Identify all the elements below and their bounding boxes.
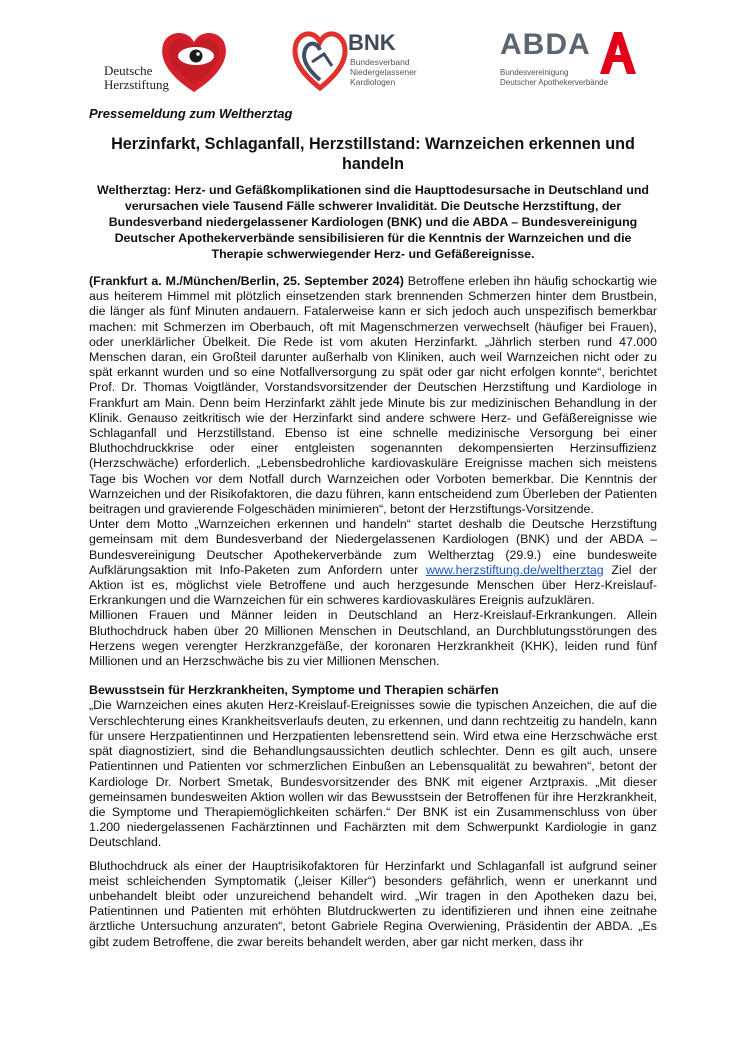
campaign-link[interactable]: www.herzstiftung.de/weltherztag (425, 562, 604, 577)
paragraph-2-text-b: Ziel der Aktion ist es, möglichst viele Betroffene und auch herzgesunde Menschen über Herz-Kreislauf-Erkrankungen und die Warnzeichen für ein schweres kardiovaskuläres Ereignis aufzuklären. (89, 562, 657, 608)
paragraph-5: Bluthochdruck als einer der Hauptrisikofaktoren für Herzinfarkt und Schlaganfall ist aufgrund seiner meist schleichenden Symptomatik („leiser Killer“) besonders gefährlich, wenn er unerkannt und unbehandelt bleibt oder unzureichend behandelt wird. „Wir tragen in den Apotheken dazu bei, Patientinnen und Patienten mit erhöhten Blutdruckwerten zu identifizieren und ihnen eine zeitnahe ärztliche Untersuchung anzuraten“, betont Gabriele Regina Overwiening, Präsidentin der ABDA. „Es gibt zudem Betroffene, die zwar bereits behandelt werden, aber gar nicht merken, dass ihr (89, 858, 657, 949)
bnk-heart-icon (290, 28, 350, 94)
bnk-logo (290, 28, 440, 96)
bnk-name: BNK (348, 30, 396, 55)
logo-bar (0, 18, 746, 98)
dhs-line1: Deutsche (104, 63, 153, 78)
dateline: (Frankfurt a. M./München/Berlin, 25. September 2024) (89, 274, 404, 288)
paragraph-1-text: Betroffene erleben ihn häufig schockartig wie aus heiterem Himmel mit plötzlich einsetzenden stark brennenden Schmerzen hinter dem Brustbein, die länger als fünf Minuten andauern. Fatalerweise kann er sich jedoch auch unspezifisch bemerkbar machen: mit Schmerzen im Oberbauch, oft mit Magenschmerzen verwechselt (häufiger bei Frauen), oder unerklärlicher Übelkeit. Die Rede ist vom akuten Herzinfarkt. „Jährlich sterben rund 47.000 Menschen daran, ein Großteil darunter außerhalb von Kliniken, auch weil Warnzeichen nicht oder zu spät erkannt wurden und so eine Notfallversorgung zu spät oder gar nicht erfolgen konnte“, berichtet Prof. Dr. Thomas Voigtländer, Vorstandsvorsitzender der Deutschen Herzstiftung und Kardiologe in Frankfurt am Main. Denn beim Herzinfarkt zählt jede Minute bis zur medizinischen Behandlung in der Klinik. Genauso zeitkritisch wie der Herzinfarkt sind andere schwere Herz- und Gefäßereignisse wie Schlaganfall und Herzstillstand. Ebenso ist eine schnelle medizinische Versorgung bei einer Bluthochdruckkrise oder einer entgleisten sogenannten dekompensierten Herzinsuffizienz (Herzschwäche) erforderlich. „Lebensbedrohliche kardiovaskuläre Ereignisse machen sich meistens Tage bis Wochen vor dem Notfall durch Warnzeichen oder Vorboten bemerkbar. Die Kenntnis der Warnzeichen und der Risikofaktoren, die dazu führen, kann entscheidend zum Überleben der Patienten beitragen und gravierende Folgeschäden minimieren“, betont der Herzstiftungs-Vorsitzende. (89, 274, 657, 517)
section-heading: Bewusstsein für Herzkrankheiten, Symptome und Therapien schärfen (89, 683, 499, 698)
bnk-line1: Bundesverband (350, 57, 410, 67)
abda-line1: Bundesvereinigung (500, 68, 569, 77)
pharmacy-a-icon (596, 28, 638, 76)
lead-paragraph: Weltherztag: Herz- und Gefäßkomplikationen sind die Haupttodesursache in Deutschland und verursachen viele Tausend Fälle schwerer Invalidität. Die Deutsche Herzstiftung, der Bundesverband niedergelassener Kardiologen (BNK) und die ABDA – Bundesvereinigung Deutscher Apothekerverbände sensibilisieren für die Kenntnis der Warnzeichen und die Therapie schwerwiegender Herz- und Gefäßereignisse. (97, 183, 649, 261)
kicker: Pressemeldung zum Weltherztag (89, 106, 293, 121)
paragraph-4: „Die Warnzeichen eines akuten Herz-Kreislauf-Ereignisses sowie die typischen Anzeichen, die auf die Verschlechterung eines Krankheitsverlaufs deuten, zu erkennen, und dann rechtzeitig zu handeln, kann für unsere Herzpatientinnen und Herzpatienten lebensrettend sein. Wird etwa eine Herzschwäche erst spät diagnostiziert, sind die Behandlungsaussichten deutlich schlechter. Denn es gilt auch, unsere Patientinnen und Patienten vor schmerzlichen Einbußen an Lebensqualität zu bewahren“, betont der Kardiologe Dr. Norbert Smetak, Bundesvorsitzender des BNK mit eigener Arztpraxis. „Mit dieser gemeinsamen bundesweiten Aktion wollen wir das Bewusstsein der Betroffenen für ihre Herzkrankheit, die Symptome und Therapiemöglichkeiten schärfen.“ Der BNK ist ein Zusammenschluss von über 1.200 niedergelassenen Fachärztinnen und Fachärzten mit dem Schwerpunkt Kardiologie in ganz Deutschland. (89, 698, 657, 850)
abda-line2: Deutscher Apothekerverbände (500, 78, 609, 87)
deutsche-herzstiftung-logo (96, 26, 246, 98)
paragraph-1 (89, 274, 657, 517)
bnk-line2: Niedergelassener (350, 67, 417, 77)
paragraph-2-text-a: Unter dem Motto „Warnzeichen erkennen und handeln“ startet deshalb die Deutsche Herzstiftung gemeinsam mit dem Bundesverband der Niedergelassenen Kardiologen (BNK) und der ABDA – Bundesvereinigung Deutscher Apothekerverbände zum Weltherztag (29.9.) eine bundesweite Aufklärungsaktion mit Info-Paketen zum Anfordern unter (89, 517, 657, 577)
dhs-line2: Herzstiftung (104, 77, 169, 92)
press-release (89, 106, 657, 950)
bnk-line3: Kardiologen (350, 77, 396, 87)
headline: Herzinfarkt, Schlaganfall, Herzstillstand: Warnzeichen erkennen und handeln (111, 135, 635, 173)
paragraph-3: Millionen Frauen und Männer leiden in Deutschland an Herz-Kreislauf-Erkrankungen. Allein Bluthochdruck haben über 20 Millionen Menschen in Deutschland, an Durchblutungsstörungen des Herzens wegen verengter Herzkranzgefäße, der koronaren Herzkrankheit (KHK), leiden rund fünf Millionen und an Herzschwäche bis zu vier Millionen Menschen. (89, 608, 657, 669)
abda-name: ABDA (500, 28, 591, 61)
paragraph-2 (89, 517, 657, 608)
abda-logo (496, 28, 646, 98)
